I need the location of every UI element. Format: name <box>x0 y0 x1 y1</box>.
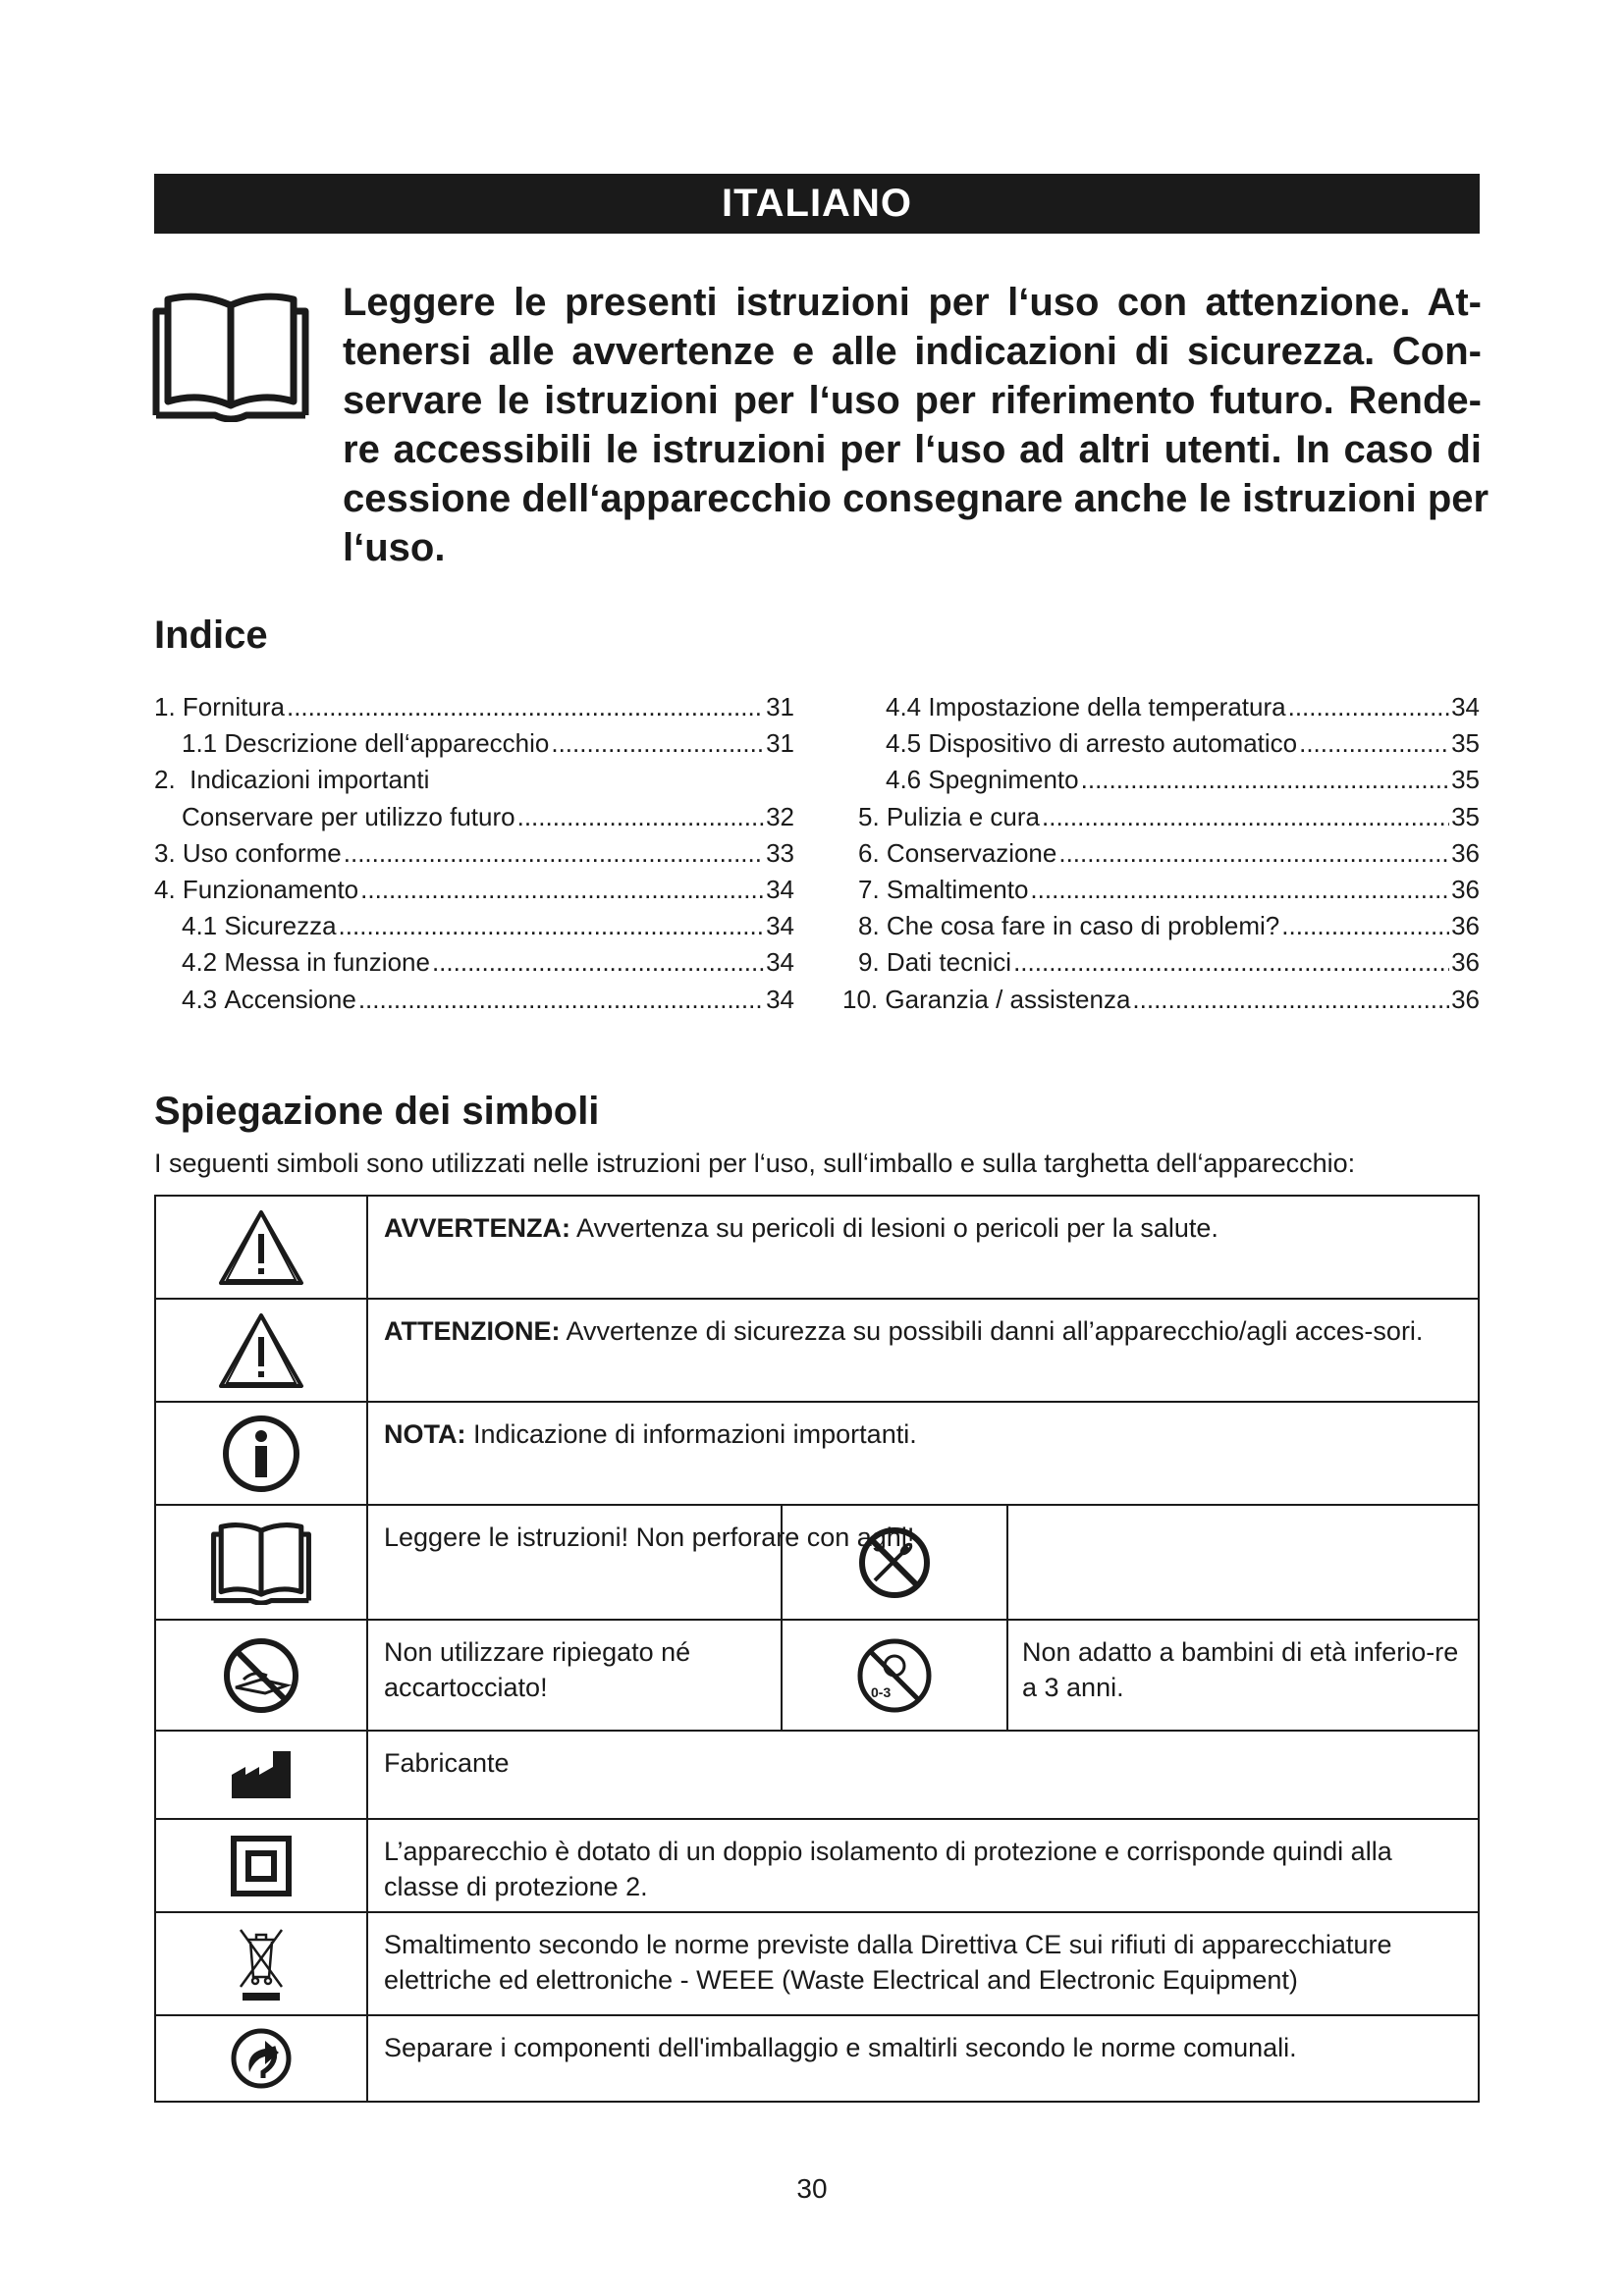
toc-right-column <box>837 689 1480 1018</box>
symbol-row-read-manual <box>156 1506 1478 1621</box>
toc-entry-label: Messa in funzione <box>224 947 430 978</box>
symbol-keyword: AVVERTENZA: <box>384 1213 571 1243</box>
symbol-text: Indicazione di informazioni importanti. <box>465 1419 917 1449</box>
toc-entry[interactable] <box>837 908 1480 944</box>
toc-entry-number: 1.1 <box>182 728 218 759</box>
toc-entry-page: 36 <box>1451 984 1480 1014</box>
symbol-description: Leggere le istruzioni! Non perforare con aghi! <box>384 1522 915 1552</box>
toc-entry-label: Sicurezza <box>224 911 337 941</box>
toc-entry[interactable] <box>154 944 794 981</box>
toc-entry-page: 35 <box>1451 728 1480 759</box>
intro-line: Leggere le presenti istruzioni per l‘uso con attenzione. At- <box>343 281 1482 324</box>
toc-entry-label: Uso conforme <box>182 837 342 868</box>
toc-entry-label: Fornitura <box>182 692 285 721</box>
warning-triangle-icon <box>217 1208 305 1287</box>
toc-entry-number: 6. <box>858 837 880 868</box>
toc-entry[interactable] <box>837 725 1480 762</box>
double-insulation-icon <box>230 1835 293 1897</box>
toc-entry-page: 31 <box>766 728 794 759</box>
symbol-row-warning <box>156 1197 1478 1300</box>
toc-entry-label: Descrizione dell‘apparecchio <box>224 728 550 759</box>
toc-entry-number: 10. <box>842 984 879 1014</box>
caution-triangle-icon <box>217 1311 305 1390</box>
toc-entry[interactable] <box>837 872 1480 908</box>
toc-entry-label: Garanzia / assistenza <box>885 984 1131 1014</box>
page-number: 30 <box>796 2173 828 2204</box>
symbol-row-manufacturer <box>156 1732 1478 1820</box>
toc-entry-page: 36 <box>1451 947 1480 978</box>
toc-entry-number: 2. <box>154 765 176 795</box>
symbol-description <box>384 1416 1464 1452</box>
toc-entry-page: 34 <box>766 984 794 1014</box>
toc-entry-label: Conservazione <box>886 837 1057 868</box>
toc-title: Indice <box>154 614 268 657</box>
weee-bin-icon <box>237 1926 286 2002</box>
toc-entry[interactable] <box>837 689 1480 725</box>
toc-entry[interactable] <box>154 725 794 762</box>
toc-entry-label: Conservare per utilizzo futuro <box>182 801 515 831</box>
info-circle-icon <box>220 1413 302 1495</box>
toc-entry-label: Dispositivo di arresto automatico <box>928 728 1298 759</box>
toc-left-column <box>154 689 794 1018</box>
symbol-description: Smaltimento secondo le norme previste dalla Direttiva CE sui rifiuti di apparecchiature elettriche ed elettroniche - WEEE (Waste Electrical and Electronic Equipment) <box>384 1930 1392 1995</box>
toc-entry-label: Smaltimento <box>886 875 1029 905</box>
read-manual-icon <box>209 1521 313 1605</box>
toc-entry-number: 4. <box>154 875 176 905</box>
toc-entry[interactable] <box>154 762 794 798</box>
toc-entry-page: 33 <box>766 837 794 868</box>
toc-entry-number: 7. <box>858 875 880 905</box>
toc-entry[interactable] <box>154 799 794 835</box>
language-header: ITALIANO <box>154 174 1480 234</box>
intro-line: tenersi alle avvertenze e alle indicazioni di sicurezza. Con- <box>343 330 1482 373</box>
toc-entry-number: 5. <box>858 801 880 831</box>
symbol-keyword: NOTA: <box>384 1419 466 1449</box>
toc-entry-number: 1. <box>154 692 176 721</box>
toc-entry-number: 9. <box>858 947 880 978</box>
toc-entry-label: Spegnimento <box>928 765 1079 795</box>
toc-entry-page: 36 <box>1451 875 1480 905</box>
green-dot-recycling-icon <box>230 2027 293 2090</box>
toc-entry[interactable] <box>837 982 1480 1018</box>
toc-entry-label: Che cosa fare in caso di problemi? <box>886 911 1280 941</box>
toc-entry[interactable] <box>154 982 794 1018</box>
toc-entry-label: Dati tecnici <box>886 947 1012 978</box>
symbol-description <box>384 1313 1464 1349</box>
symbol-keyword: ATTENZIONE: <box>384 1316 561 1346</box>
not-for-children-icon <box>855 1636 934 1715</box>
intro-line: cessione dell‘apparecchio consegnare anche le istruzioni per <box>343 477 1489 520</box>
symbol-row-green-dot <box>156 2016 1478 2101</box>
toc-entry-page: 34 <box>1451 692 1480 721</box>
toc-entry-label: Pulizia e cura <box>886 801 1040 831</box>
toc-entry-label: Indicazioni importanti <box>189 765 430 795</box>
toc-entry-number: 4.4 <box>886 692 922 721</box>
toc-entry-page: 32 <box>766 801 794 831</box>
symbol-row-weee <box>156 1913 1478 2016</box>
toc-entry-page: 31 <box>766 692 794 721</box>
toc-entry[interactable] <box>837 799 1480 835</box>
toc-entry-page: 35 <box>1451 765 1480 795</box>
not-for-children-label: 0-3 <box>871 1683 892 1700</box>
manufacturer-icon <box>230 1749 293 1800</box>
manual-book-icon <box>152 290 309 422</box>
toc-entry-page: 34 <box>766 875 794 905</box>
symbol-row-no-folding <box>156 1621 1478 1732</box>
toc-entry-page: 35 <box>1451 801 1480 831</box>
intro-line: re accessibili le istruzioni per l‘uso ad altri utenti. In caso di <box>343 428 1482 471</box>
toc-entry-number: 4.6 <box>886 765 922 795</box>
symbol-description: Separare i componenti dell'imballaggio e smaltirli secondo le norme comunali. <box>384 2033 1297 2062</box>
symbol-row-note <box>156 1403 1478 1506</box>
toc-entry[interactable] <box>837 835 1480 872</box>
toc-entry-number: 4.1 <box>182 911 218 941</box>
symbols-table <box>154 1195 1480 2103</box>
no-folding-icon <box>222 1636 300 1715</box>
symbol-description: Fabricante <box>384 1748 510 1778</box>
symbol-description: L’apparecchio è dotato di un doppio isolamento di protezione e corrisponde quindi alla classe di protezione 2. <box>384 1837 1392 1901</box>
toc-entry-page: 34 <box>766 947 794 978</box>
symbol-row-double-insulation <box>156 1820 1478 1913</box>
symbol-description: Non utilizzare ripiegato né accartocciato! <box>384 1637 691 1702</box>
symbols-intro: I seguenti simboli sono utilizzati nelle istruzioni per l‘uso, sull‘imballo e sulla targhetta dell‘apparecchio: <box>154 1148 1356 1178</box>
symbol-text: Avvertenze di sicurezza su possibili danni all’apparecchio/agli acces-sori. <box>560 1316 1424 1346</box>
toc-entry-number: 3. <box>154 837 176 868</box>
toc-entry[interactable] <box>837 944 1480 981</box>
symbol-row-caution <box>156 1300 1478 1403</box>
toc-entry[interactable] <box>154 835 794 872</box>
toc-entry[interactable] <box>154 689 794 725</box>
toc-entry[interactable] <box>837 762 1480 798</box>
toc-entry-number: 8. <box>858 911 880 941</box>
toc-entry-number: 4.3 <box>182 984 218 1014</box>
toc-entry-page: 34 <box>766 911 794 941</box>
toc-entry-page: 36 <box>1451 837 1480 868</box>
toc-entry-number: 4.2 <box>182 947 218 978</box>
symbols-title: Spiegazione dei simboli <box>154 1090 600 1133</box>
symbol-description <box>384 1210 1464 1246</box>
toc-entry-label: Accensione <box>224 984 356 1014</box>
symbol-text: Avvertenza su pericoli di lesioni o pericoli per la salute. <box>570 1213 1218 1243</box>
intro-line: servare le istruzioni per l‘uso per riferimento futuro. Rende- <box>343 379 1482 422</box>
toc-entry[interactable] <box>154 908 794 944</box>
toc-entry-label: Funzionamento <box>182 875 359 905</box>
toc-entry[interactable] <box>154 872 794 908</box>
toc-entry-number: 4.5 <box>886 728 922 759</box>
toc-entry-label: Impostazione della temperatura <box>928 692 1286 721</box>
intro-line: l‘uso. <box>343 526 446 569</box>
no-needles-icon <box>857 1525 932 1600</box>
symbol-description: Non adatto a bambini di età inferio-re a 3 anni. <box>1022 1637 1459 1702</box>
toc-entry-page: 36 <box>1451 911 1480 941</box>
intro-warning-text <box>343 278 1489 572</box>
